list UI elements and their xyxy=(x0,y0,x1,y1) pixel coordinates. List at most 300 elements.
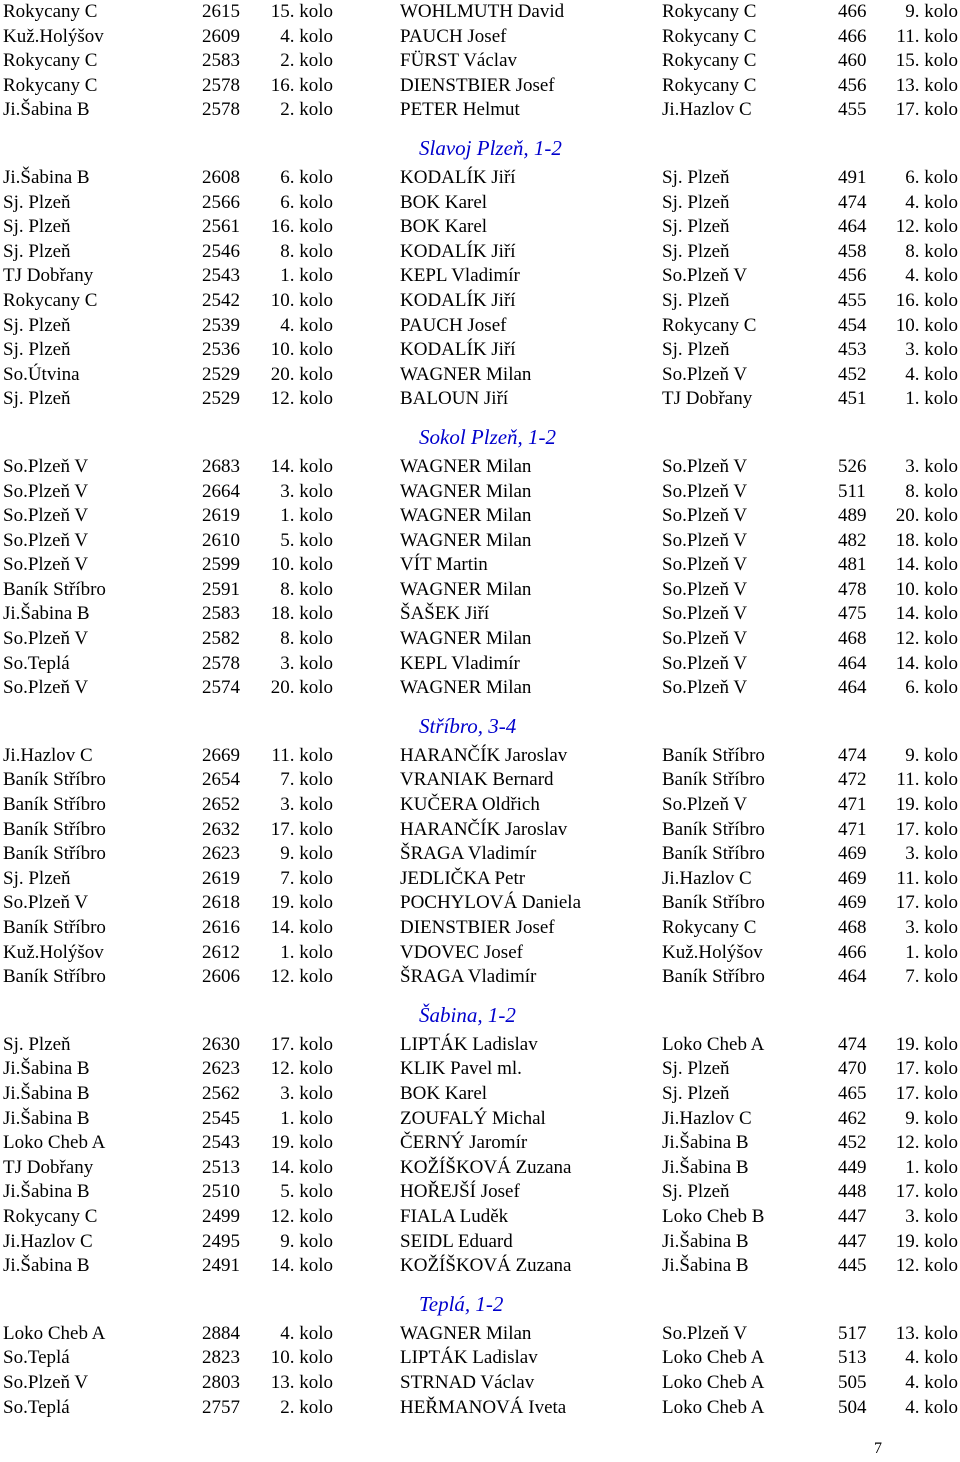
player-score: 455 xyxy=(838,289,867,311)
team-round: 17. kolo xyxy=(270,1033,333,1055)
team-round: 12. kolo xyxy=(270,388,333,410)
player-team: Sj. Plzeň xyxy=(662,1082,730,1104)
table-row xyxy=(0,25,960,50)
player-name: ŠRAGA Vladimír xyxy=(400,843,537,865)
team-total: Baník Stříbro xyxy=(3,769,106,791)
team-score: 2561 xyxy=(202,216,240,238)
team-score: 2618 xyxy=(202,892,240,914)
player-round: 3. kolo xyxy=(905,917,958,938)
player-score: 474 xyxy=(838,191,867,213)
player-name: KODALÍK Jiří xyxy=(400,289,516,311)
table-row xyxy=(0,676,960,701)
player-round: 8. kolo xyxy=(905,240,958,262)
team-score: 2664 xyxy=(202,480,240,502)
player-team: Rokycany C xyxy=(662,917,757,938)
team-total: Loko Cheb A xyxy=(3,1132,106,1154)
team-score: 2609 xyxy=(202,25,240,47)
team-round: 2. kolo xyxy=(280,99,333,121)
team-total: So.Plzeň V xyxy=(3,892,89,914)
team-round: 11. kolo xyxy=(271,744,333,766)
team-total: Sj. Plzeň xyxy=(3,314,71,336)
player-score: 466 xyxy=(838,941,867,963)
player-name: KUČERA Oldřich xyxy=(400,794,540,816)
team-total: Sj. Plzeň xyxy=(3,1033,71,1055)
player-name: KEPL Vladimír xyxy=(400,265,520,287)
team-total: Sj. Plzeň xyxy=(3,240,71,262)
table-row xyxy=(0,793,960,818)
team-total: Ji.Šabina B xyxy=(3,166,90,188)
player-team: Ji.Šabina B xyxy=(662,1255,749,1277)
player-name: KLIK Pavel ml. xyxy=(400,1058,522,1080)
page-number: 7 xyxy=(874,1440,882,1457)
team-total: Sj. Plzeň xyxy=(3,388,71,410)
table-row xyxy=(0,818,960,843)
team-round: 4. kolo xyxy=(280,314,333,336)
section-title: Šabina, 1-2 xyxy=(419,1002,516,1027)
table-row xyxy=(0,314,960,339)
team-round: 1. kolo xyxy=(280,265,333,287)
team-round: 20. kolo xyxy=(270,363,333,385)
player-team: Loko Cheb B xyxy=(662,1205,765,1227)
team-score: 2823 xyxy=(202,1347,240,1369)
player-team: Baník Stříbro xyxy=(662,744,765,766)
player-team: So.Plzeň V xyxy=(662,554,748,576)
table-row xyxy=(0,480,960,505)
table-row xyxy=(0,1254,960,1279)
player-score: 526 xyxy=(838,455,867,477)
player-score: 464 xyxy=(838,966,867,988)
player-round: 14. kolo xyxy=(895,554,958,576)
section-heading xyxy=(0,412,960,455)
player-score: 465 xyxy=(838,1082,867,1104)
team-total: Ji.Šabina B xyxy=(3,1255,90,1277)
player-score: 472 xyxy=(838,769,867,791)
table-row xyxy=(0,916,960,941)
team-total: So.Plzeň V xyxy=(3,505,89,527)
team-score: 2539 xyxy=(202,314,240,336)
player-score: 453 xyxy=(838,339,867,361)
team-round: 18. kolo xyxy=(270,603,333,625)
player-score: 447 xyxy=(838,1205,867,1227)
team-score: 2757 xyxy=(202,1396,240,1418)
team-score: 2545 xyxy=(202,1107,240,1129)
player-team: So.Plzeň V xyxy=(662,794,748,816)
player-name: WAGNER Milan xyxy=(400,1322,532,1344)
player-round: 13. kolo xyxy=(895,1322,958,1344)
player-team: Baník Stříbro xyxy=(662,966,765,988)
player-round: 16. kolo xyxy=(895,289,958,311)
player-score: 468 xyxy=(838,628,867,650)
section xyxy=(0,0,960,123)
player-team: Rokycany C xyxy=(662,25,757,47)
section xyxy=(0,123,960,412)
table-row xyxy=(0,215,960,240)
player-round: 15. kolo xyxy=(895,50,958,72)
player-round: 17. kolo xyxy=(895,892,958,914)
section-title: Slavoj Plzeň, 1-2 xyxy=(419,135,562,160)
player-name: HOŘEJŠÍ Josef xyxy=(400,1181,520,1203)
player-round: 12. kolo xyxy=(895,1255,958,1277)
team-round: 5. kolo xyxy=(280,1181,333,1203)
team-score: 2566 xyxy=(202,191,240,213)
player-score: 449 xyxy=(838,1156,867,1178)
team-total: Ji.Šabina B xyxy=(3,99,90,121)
player-score: 456 xyxy=(838,74,867,96)
player-team: So.Plzeň V xyxy=(662,603,748,625)
section-heading xyxy=(0,123,960,166)
player-name: WAGNER Milan xyxy=(400,505,532,527)
player-round: 10. kolo xyxy=(895,578,958,600)
player-round: 3. kolo xyxy=(905,1205,958,1227)
player-name: BOK Karel xyxy=(400,216,488,238)
team-total: So.Teplá xyxy=(3,652,70,674)
player-round: 19. kolo xyxy=(895,1230,958,1252)
player-team: Loko Cheb A xyxy=(662,1371,765,1393)
player-team: Ji.Šabina B xyxy=(662,1132,749,1154)
team-round: 8. kolo xyxy=(280,628,333,650)
player-score: 448 xyxy=(838,1181,867,1203)
table-row xyxy=(0,338,960,363)
table-row xyxy=(0,1057,960,1082)
player-score: 482 xyxy=(838,529,867,551)
player-round: 3. kolo xyxy=(905,339,958,361)
player-round: 9. kolo xyxy=(905,744,958,766)
table-row xyxy=(0,191,960,216)
player-round: 11. kolo xyxy=(896,769,958,791)
player-name: WAGNER Milan xyxy=(400,455,532,477)
table-row xyxy=(0,602,960,627)
section xyxy=(0,1279,960,1420)
player-round: 19. kolo xyxy=(895,1033,958,1055)
player-score: 451 xyxy=(838,388,867,410)
player-team: So.Plzeň V xyxy=(662,505,748,527)
team-round: 2. kolo xyxy=(280,1396,333,1418)
player-name: KOŽÍŠKOVÁ Zuzana xyxy=(400,1255,572,1277)
player-score: 513 xyxy=(838,1347,867,1369)
player-round: 18. kolo xyxy=(895,529,958,551)
table-row xyxy=(0,1230,960,1255)
player-score: 456 xyxy=(838,265,867,287)
player-round: 14. kolo xyxy=(895,652,958,674)
player-score: 517 xyxy=(838,1322,867,1344)
player-score: 511 xyxy=(838,480,866,502)
player-score: 469 xyxy=(838,867,867,889)
player-team: Sj. Plzeň xyxy=(662,1058,730,1080)
team-total: Ji.Šabina B xyxy=(3,1107,90,1129)
team-round: 16. kolo xyxy=(270,216,333,238)
team-score: 2510 xyxy=(202,1181,240,1203)
section-heading xyxy=(0,1279,960,1322)
team-score: 2619 xyxy=(202,867,240,889)
player-name: DIENSTBIER Josef xyxy=(400,74,555,96)
player-team: TJ Dobřany xyxy=(662,388,753,410)
player-score: 481 xyxy=(838,554,867,576)
player-team: Rokycany C xyxy=(662,1,757,22)
table-row xyxy=(0,74,960,99)
team-total: Sj. Plzeň xyxy=(3,216,71,238)
team-total: Rokycany C xyxy=(3,50,98,72)
table-row xyxy=(0,1033,960,1058)
team-score: 2615 xyxy=(202,1,240,22)
player-score: 454 xyxy=(838,314,867,336)
team-total: TJ Dobřany xyxy=(3,1156,94,1178)
team-round: 3. kolo xyxy=(280,1082,333,1104)
team-score: 2578 xyxy=(202,74,240,96)
player-team: Sj. Plzeň xyxy=(662,191,730,213)
table-row xyxy=(0,363,960,388)
player-round: 1. kolo xyxy=(905,1156,958,1178)
player-name: KODALÍK Jiří xyxy=(400,240,516,262)
team-score: 2803 xyxy=(202,1371,240,1393)
team-round: 17. kolo xyxy=(270,818,333,840)
player-name: WAGNER Milan xyxy=(400,529,532,551)
team-total: Ji.Šabina B xyxy=(3,603,90,625)
player-round: 13. kolo xyxy=(895,74,958,96)
player-name: KEPL Vladimír xyxy=(400,652,520,674)
player-score: 491 xyxy=(838,166,867,188)
team-score: 2536 xyxy=(202,339,240,361)
player-round: 12. kolo xyxy=(895,628,958,650)
player-team: Sj. Plzeň xyxy=(662,289,730,311)
player-name: WOHLMUTH David xyxy=(400,1,565,22)
player-team: Loko Cheb A xyxy=(662,1347,765,1369)
player-team: So.Plzeň V xyxy=(662,677,748,699)
player-name: FÜRST Václav xyxy=(400,50,517,72)
player-team: Sj. Plzeň xyxy=(662,216,730,238)
team-score: 2669 xyxy=(202,744,240,766)
player-round: 17. kolo xyxy=(895,1181,958,1203)
player-score: 462 xyxy=(838,1107,867,1129)
player-round: 20. kolo xyxy=(895,505,958,527)
team-total: Rokycany C xyxy=(3,1205,98,1227)
team-total: Baník Stříbro xyxy=(3,578,106,600)
team-round: 1. kolo xyxy=(280,941,333,963)
team-total: So.Teplá xyxy=(3,1347,70,1369)
player-name: PAUCH Josef xyxy=(400,314,507,336)
team-score: 2582 xyxy=(202,628,240,650)
team-total: So.Útvina xyxy=(3,363,80,385)
player-name: BOK Karel xyxy=(400,1082,488,1104)
team-round: 10. kolo xyxy=(270,554,333,576)
team-score: 2543 xyxy=(202,1132,240,1154)
team-total: Ji.Hazlov C xyxy=(3,744,93,766)
player-name: STRNAD Václav xyxy=(400,1371,535,1393)
player-round: 4. kolo xyxy=(905,191,958,213)
player-score: 469 xyxy=(838,892,867,914)
team-round: 7. kolo xyxy=(280,867,333,889)
team-score: 2599 xyxy=(202,554,240,576)
team-round: 6. kolo xyxy=(280,166,333,188)
table-row xyxy=(0,941,960,966)
player-score: 464 xyxy=(838,216,867,238)
team-total: Sj. Plzeň xyxy=(3,339,71,361)
team-total: Kuž.Holýšov xyxy=(3,941,104,963)
team-round: 10. kolo xyxy=(270,1347,333,1369)
section-heading xyxy=(0,990,960,1033)
table-row xyxy=(0,1205,960,1230)
player-team: Loko Cheb A xyxy=(662,1033,765,1055)
player-round: 9. kolo xyxy=(905,1107,958,1129)
section-heading xyxy=(0,701,960,744)
player-team: Baník Stříbro xyxy=(662,818,765,840)
player-score: 478 xyxy=(838,578,867,600)
player-name: VRANIAK Bernard xyxy=(400,769,554,791)
player-round: 4. kolo xyxy=(905,1347,958,1369)
table-row xyxy=(0,0,960,25)
team-score: 2654 xyxy=(202,769,240,791)
player-round: 8. kolo xyxy=(905,480,958,502)
section xyxy=(0,412,960,701)
team-total: Ji.Hazlov C xyxy=(3,1230,93,1252)
team-score: 2612 xyxy=(202,941,240,963)
team-score: 2652 xyxy=(202,794,240,816)
table-row xyxy=(0,867,960,892)
player-score: 464 xyxy=(838,652,867,674)
team-total: Baník Stříbro xyxy=(3,794,106,816)
player-round: 17. kolo xyxy=(895,1082,958,1104)
table-row xyxy=(0,1180,960,1205)
player-round: 17. kolo xyxy=(895,818,958,840)
player-team: So.Plzeň V xyxy=(662,363,748,385)
player-team: So.Plzeň V xyxy=(662,652,748,674)
player-name: LIPTÁK Ladislav xyxy=(400,1347,538,1369)
player-round: 4. kolo xyxy=(905,363,958,385)
player-score: 466 xyxy=(838,25,867,47)
team-total: So.Plzeň V xyxy=(3,529,89,551)
player-team: So.Plzeň V xyxy=(662,529,748,551)
player-team: Sj. Plzeň xyxy=(662,240,730,262)
player-score: 452 xyxy=(838,1132,867,1154)
section xyxy=(0,701,960,990)
team-round: 2. kolo xyxy=(280,50,333,72)
table-row xyxy=(0,1396,960,1421)
player-round: 1. kolo xyxy=(905,388,958,410)
player-round: 12. kolo xyxy=(895,216,958,238)
player-name: PETER Helmut xyxy=(400,99,520,121)
player-team: Rokycany C xyxy=(662,50,757,72)
table-row xyxy=(0,1082,960,1107)
team-total: Baník Stříbro xyxy=(3,917,106,938)
table-row xyxy=(0,553,960,578)
table-row xyxy=(0,652,960,677)
player-name: WAGNER Milan xyxy=(400,480,532,502)
player-score: 471 xyxy=(838,794,867,816)
player-team: So.Plzeň V xyxy=(662,455,748,477)
team-round: 12. kolo xyxy=(270,1058,333,1080)
team-round: 19. kolo xyxy=(270,892,333,914)
table-row xyxy=(0,1156,960,1181)
team-score: 2591 xyxy=(202,578,240,600)
team-total: So.Teplá xyxy=(3,1396,70,1418)
player-team: Baník Stříbro xyxy=(662,843,765,865)
team-total: Kuž.Holýšov xyxy=(3,25,104,47)
player-team: Baník Stříbro xyxy=(662,769,765,791)
team-total: So.Plzeň V xyxy=(3,1371,89,1393)
player-team: Ji.Šabina B xyxy=(662,1230,749,1252)
team-total: Baník Stříbro xyxy=(3,966,106,988)
player-team: Rokycany C xyxy=(662,74,757,96)
team-round: 12. kolo xyxy=(270,966,333,988)
table-row xyxy=(0,529,960,554)
player-team: Sj. Plzeň xyxy=(662,166,730,188)
team-score: 2491 xyxy=(202,1255,240,1277)
team-score: 2583 xyxy=(202,50,240,72)
player-name: LIPTÁK Ladislav xyxy=(400,1033,538,1055)
player-name: HARANČÍK Jaroslav xyxy=(400,744,568,766)
team-round: 14. kolo xyxy=(270,1156,333,1178)
player-name: HARANČÍK Jaroslav xyxy=(400,818,568,840)
team-round: 9. kolo xyxy=(280,843,333,865)
team-score: 2578 xyxy=(202,99,240,121)
team-score: 2562 xyxy=(202,1082,240,1104)
player-score: 475 xyxy=(838,603,867,625)
team-score: 2616 xyxy=(202,917,240,938)
player-team: Sj. Plzeň xyxy=(662,1181,730,1203)
player-round: 4. kolo xyxy=(905,1396,958,1418)
player-score: 505 xyxy=(838,1371,867,1393)
player-name: SEIDL Eduard xyxy=(400,1230,513,1252)
table-row xyxy=(0,455,960,480)
team-round: 3. kolo xyxy=(280,794,333,816)
player-score: 504 xyxy=(838,1396,867,1418)
team-total: So.Plzeň V xyxy=(3,554,89,576)
team-total: Rokycany C xyxy=(3,74,98,96)
team-round: 20. kolo xyxy=(270,677,333,699)
team-total: Ji.Šabina B xyxy=(3,1058,90,1080)
team-score: 2529 xyxy=(202,388,240,410)
player-team: Sj. Plzeň xyxy=(662,339,730,361)
team-score: 2610 xyxy=(202,529,240,551)
section-title: Stříbro, 3-4 xyxy=(419,713,517,738)
player-round: 1. kolo xyxy=(905,941,958,963)
player-name: KODALÍK Jiří xyxy=(400,166,516,188)
table-row xyxy=(0,49,960,74)
player-name: POCHYLOVÁ Daniela xyxy=(400,892,582,914)
team-score: 2608 xyxy=(202,166,240,188)
player-team: So.Plzeň V xyxy=(662,628,748,650)
player-round: 17. kolo xyxy=(895,99,958,121)
player-team: Ji.Hazlov C xyxy=(662,867,752,889)
player-score: 471 xyxy=(838,818,867,840)
section xyxy=(0,990,960,1279)
player-name: ŠAŠEK Jiří xyxy=(400,603,490,625)
team-score: 2630 xyxy=(202,1033,240,1055)
team-round: 5. kolo xyxy=(280,529,333,551)
table-row xyxy=(0,842,960,867)
team-round: 12. kolo xyxy=(270,1205,333,1227)
player-score: 474 xyxy=(838,1033,867,1055)
team-round: 6. kolo xyxy=(280,191,333,213)
player-team: Rokycany C xyxy=(662,314,757,336)
player-name: ŠRAGA Vladimír xyxy=(400,966,537,988)
team-total: Ji.Šabina B xyxy=(3,1082,90,1104)
team-total: So.Plzeň V xyxy=(3,455,89,477)
player-team: So.Plzeň V xyxy=(662,578,748,600)
team-total: Loko Cheb A xyxy=(3,1322,106,1344)
table-row xyxy=(0,240,960,265)
table-row xyxy=(0,264,960,289)
player-name: VÍT Martin xyxy=(400,554,488,576)
player-round: 7. kolo xyxy=(905,966,958,988)
team-score: 2495 xyxy=(202,1230,240,1252)
section-title: Sokol Plzeň, 1-2 xyxy=(419,424,557,449)
player-score: 468 xyxy=(838,917,867,938)
player-team: So.Plzeň V xyxy=(662,480,748,502)
team-round: 8. kolo xyxy=(280,240,333,262)
team-round: 7. kolo xyxy=(280,769,333,791)
team-score: 2619 xyxy=(202,505,240,527)
team-score: 2884 xyxy=(202,1322,240,1344)
